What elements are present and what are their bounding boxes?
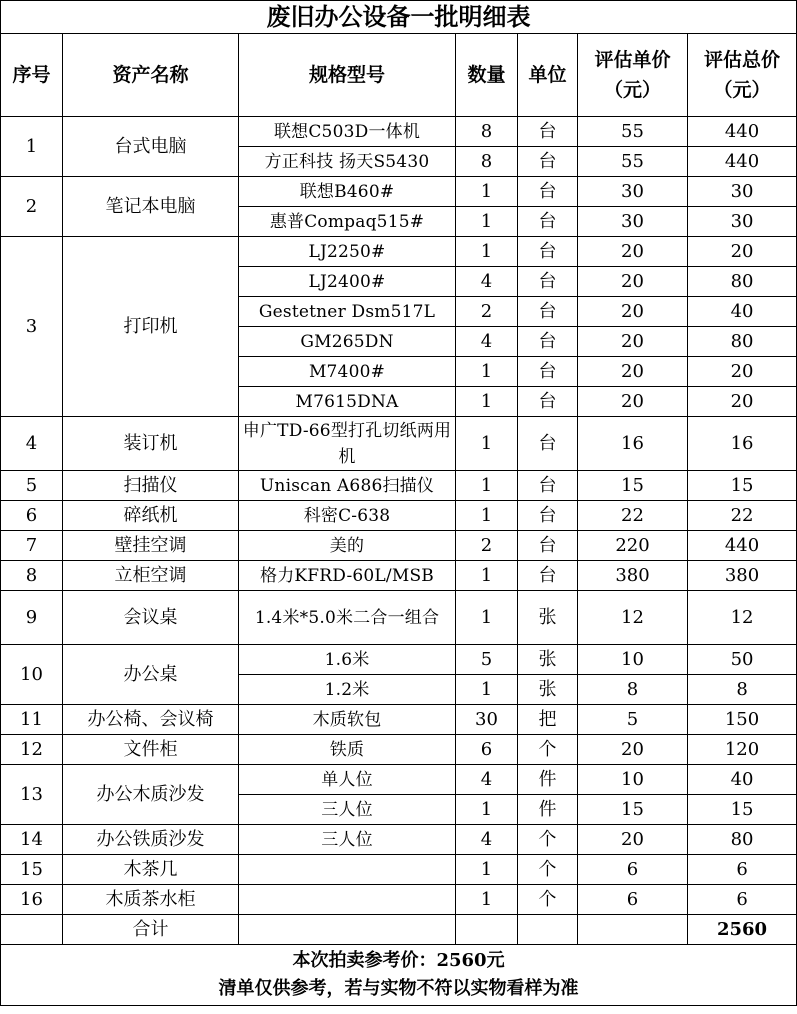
cell-spec: 铁质 [239,735,456,765]
cell-total-price: 50 [688,645,797,675]
total-empty-seq [1,915,63,945]
cell-spec: 科密C-638 [239,501,456,531]
cell-total-price: 40 [688,765,797,795]
cell-unit-price: 220 [578,531,688,561]
cell-unit: 件 [518,795,578,825]
cell-seq: 11 [1,705,63,735]
cell-total-price: 80 [688,825,797,855]
cell-unit: 个 [518,885,578,915]
cell-spec: Uniscan A686扫描仪 [239,471,456,501]
cell-unit-price: 20 [578,237,688,267]
header-quantity: 数量 [456,34,518,117]
cell-asset-name: 办公桌 [63,645,239,705]
cell-total-price: 80 [688,267,797,297]
cell-seq: 2 [1,177,63,237]
cell-unit-price: 55 [578,147,688,177]
cell-total-price: 80 [688,327,797,357]
cell-total-price: 15 [688,795,797,825]
cell-unit: 台 [518,327,578,357]
cell-total-price: 6 [688,885,797,915]
cell-seq: 5 [1,471,63,501]
cell-quantity: 1 [456,237,518,267]
cell-asset-name: 笔记本电脑 [63,177,239,237]
cell-seq: 3 [1,237,63,417]
cell-spec: 方正科技 扬天S5430 [239,147,456,177]
cell-spec: 联想C503D一体机 [239,117,456,147]
table-row [1,117,797,147]
cell-total-price: 6 [688,855,797,885]
cell-seq: 7 [1,531,63,561]
cell-seq: 15 [1,855,63,885]
cell-quantity: 2 [456,297,518,327]
table-row [1,765,797,795]
cell-unit-price: 20 [578,825,688,855]
total-empty-qty [456,915,518,945]
cell-seq: 4 [1,417,63,471]
footer-note [1,945,797,1006]
cell-unit: 台 [518,357,578,387]
total-value: 2560 [688,915,797,945]
cell-total-price: 40 [688,297,797,327]
cell-spec: Gestetner Dsm517L [239,297,456,327]
cell-unit-price: 55 [578,117,688,147]
cell-seq: 14 [1,825,63,855]
cell-unit: 台 [518,531,578,561]
cell-unit: 台 [518,501,578,531]
cell-unit: 个 [518,855,578,885]
cell-quantity: 5 [456,645,518,675]
cell-unit: 个 [518,735,578,765]
cell-spec: 木质软包 [239,705,456,735]
cell-unit: 把 [518,705,578,735]
cell-unit: 个 [518,825,578,855]
cell-asset-name: 办公椅、会议椅 [63,705,239,735]
cell-asset-name: 扫描仪 [63,471,239,501]
cell-unit: 台 [518,207,578,237]
cell-total-price: 440 [688,531,797,561]
cell-asset-name: 木茶几 [63,855,239,885]
cell-quantity: 4 [456,327,518,357]
cell-unit-price: 15 [578,795,688,825]
cell-spec: LJ2400# [239,267,456,297]
cell-unit: 张 [518,645,578,675]
cell-unit: 台 [518,387,578,417]
cell-total-price: 30 [688,207,797,237]
cell-unit: 张 [518,591,578,645]
cell-quantity: 1 [456,471,518,501]
cell-asset-name: 木质茶水柜 [63,885,239,915]
table-row [1,705,797,735]
total-label: 合计 [63,915,239,945]
table-row [1,885,797,915]
cell-unit: 张 [518,675,578,705]
cell-seq: 13 [1,765,63,825]
cell-spec: 惠普Compaq515# [239,207,456,237]
cell-total-price: 20 [688,357,797,387]
disclaimer-text: 清单仅供参考，若与实物不符以实物看样为准 [218,978,579,999]
cell-quantity: 1 [456,387,518,417]
cell-total-price: 440 [688,117,797,147]
cell-quantity: 8 [456,117,518,147]
cell-unit-price: 10 [578,765,688,795]
cell-quantity: 1 [456,417,518,471]
cell-quantity: 4 [456,825,518,855]
cell-quantity: 1 [456,501,518,531]
cell-unit-price: 5 [578,705,688,735]
total-empty-spec [239,915,456,945]
reference-price-text: 本次拍卖参考价：2560元 [292,950,505,971]
cell-unit-price: 20 [578,297,688,327]
cell-quantity: 30 [456,705,518,735]
cell-spec: 联想B460# [239,177,456,207]
cell-unit: 台 [518,147,578,177]
cell-quantity: 4 [456,765,518,795]
header-asset-name: 资产名称 [63,34,239,117]
cell-quantity: 1 [456,591,518,645]
cell-spec: 单人位 [239,765,456,795]
page-title: 废旧办公设备一批明细表 [1,1,797,34]
cell-asset-name: 壁挂空调 [63,531,239,561]
cell-unit-price: 30 [578,207,688,237]
cell-total-price: 150 [688,705,797,735]
table-row [1,471,797,501]
cell-spec: 1.4米*5.0米二合一组合 [239,591,456,645]
total-empty-unit [518,915,578,945]
cell-quantity: 1 [456,357,518,387]
header-unit: 单位 [518,34,578,117]
cell-quantity: 8 [456,147,518,177]
cell-asset-name: 碎纸机 [63,501,239,531]
cell-spec [239,855,456,885]
cell-quantity: 2 [456,531,518,561]
table-row [1,177,797,207]
cell-quantity: 6 [456,735,518,765]
total-row [1,915,797,945]
cell-unit-price: 15 [578,471,688,501]
header-spec: 规格型号 [239,34,456,117]
cell-unit-price: 30 [578,177,688,207]
cell-unit-price: 16 [578,417,688,471]
cell-unit: 台 [518,237,578,267]
table-row [1,825,797,855]
header-unit-price-label: 评估单价（元） [594,49,671,101]
cell-unit-price: 20 [578,327,688,357]
table-row [1,417,797,471]
cell-unit: 台 [518,117,578,147]
cell-asset-name: 台式电脑 [63,117,239,177]
cell-seq: 12 [1,735,63,765]
cell-spec: 申广TD-66型打孔切纸两用机 [239,417,456,471]
cell-spec: 三人位 [239,825,456,855]
cell-seq: 1 [1,117,63,177]
cell-unit-price: 380 [578,561,688,591]
cell-spec: LJ2250# [239,237,456,267]
header-total-price [688,34,797,117]
cell-spec: 美的 [239,531,456,561]
table-row [1,735,797,765]
header-total-price-label: 评估总价（元） [704,49,781,101]
cell-unit-price: 20 [578,267,688,297]
cell-quantity: 1 [456,561,518,591]
table-row [1,645,797,675]
cell-unit-price: 22 [578,501,688,531]
cell-spec: 1.2米 [239,675,456,705]
cell-unit-price: 6 [578,885,688,915]
cell-total-price: 440 [688,147,797,177]
cell-unit: 台 [518,177,578,207]
cell-total-price: 120 [688,735,797,765]
cell-asset-name: 办公木质沙发 [63,765,239,825]
cell-spec: M7400# [239,357,456,387]
cell-unit-price: 12 [578,591,688,645]
cell-unit: 件 [518,765,578,795]
cell-asset-name: 办公铁质沙发 [63,825,239,855]
table-row [1,531,797,561]
cell-spec: 1.6米 [239,645,456,675]
header-row [1,34,797,117]
cell-total-price: 380 [688,561,797,591]
cell-total-price: 20 [688,387,797,417]
cell-total-price: 16 [688,417,797,471]
header-unit-price [578,34,688,117]
total-empty-price [578,915,688,945]
cell-asset-name: 会议桌 [63,591,239,645]
cell-quantity: 1 [456,795,518,825]
cell-unit: 台 [518,417,578,471]
cell-asset-name: 文件柜 [63,735,239,765]
table-row [1,237,797,267]
cell-total-price: 8 [688,675,797,705]
table-row [1,591,797,645]
cell-spec: 格力KFRD-60L/MSB [239,561,456,591]
header-seq: 序号 [1,34,63,117]
cell-quantity: 1 [456,855,518,885]
cell-asset-name: 打印机 [63,237,239,417]
cell-seq: 6 [1,501,63,531]
table-body [1,1,797,1006]
cell-unit: 台 [518,297,578,327]
cell-unit: 台 [518,471,578,501]
cell-quantity: 1 [456,207,518,237]
cell-unit-price: 20 [578,387,688,417]
cell-unit: 台 [518,561,578,591]
cell-unit-price: 20 [578,735,688,765]
cell-quantity: 1 [456,177,518,207]
cell-unit-price: 10 [578,645,688,675]
cell-total-price: 20 [688,237,797,267]
cell-spec: 三人位 [239,795,456,825]
cell-seq: 8 [1,561,63,591]
cell-total-price: 15 [688,471,797,501]
cell-asset-name: 立柜空调 [63,561,239,591]
cell-total-price: 12 [688,591,797,645]
cell-quantity: 1 [456,675,518,705]
cell-quantity: 1 [456,885,518,915]
table-row [1,855,797,885]
cell-total-price: 22 [688,501,797,531]
cell-unit-price: 20 [578,357,688,387]
cell-spec: M7615DNA [239,387,456,417]
cell-spec [239,885,456,915]
cell-seq: 10 [1,645,63,705]
cell-seq: 16 [1,885,63,915]
cell-quantity: 4 [456,267,518,297]
cell-spec: GM265DN [239,327,456,357]
cell-asset-name: 装订机 [63,417,239,471]
table-row [1,501,797,531]
table-row [1,561,797,591]
cell-seq: 9 [1,591,63,645]
cell-unit-price: 6 [578,855,688,885]
cell-unit-price: 8 [578,675,688,705]
cell-total-price: 30 [688,177,797,207]
footer-row [1,945,797,1006]
cell-unit: 台 [518,267,578,297]
